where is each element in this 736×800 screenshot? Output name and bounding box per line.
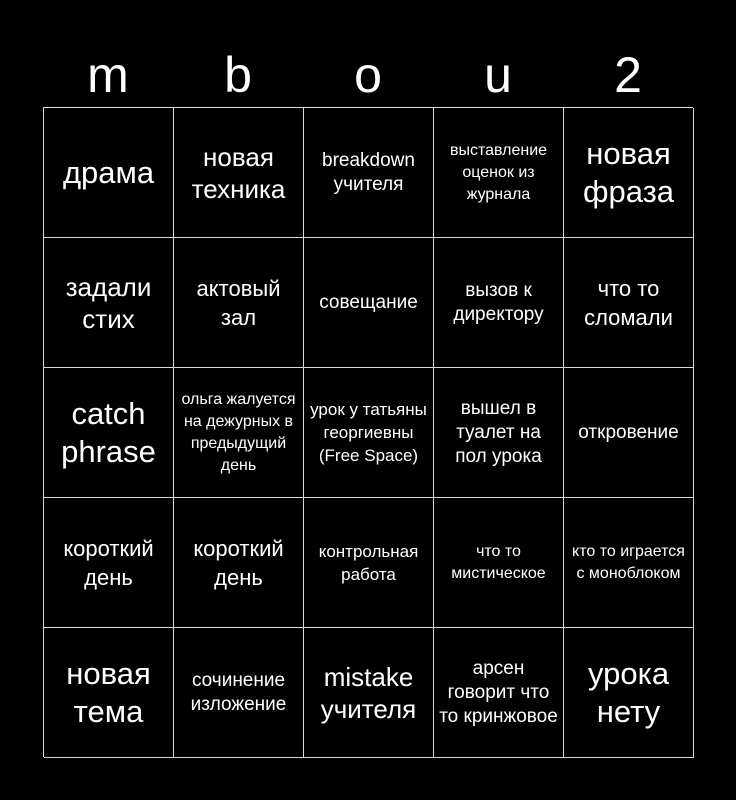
bingo-cell-r1-c4[interactable] xyxy=(434,108,564,238)
bingo-cell-r4-c4[interactable] xyxy=(434,498,564,628)
bingo-cell-r3-c2[interactable] xyxy=(174,368,304,498)
cell-text: короткий день xyxy=(193,535,284,590)
cell-text: задали стих xyxy=(65,271,152,334)
bingo-cell-r1-c5[interactable] xyxy=(564,108,694,238)
cell-text: короткий день xyxy=(63,535,154,590)
cell-text: кто то играется с моноблоком xyxy=(572,542,685,582)
bingo-cell-r4-c2[interactable] xyxy=(174,498,304,628)
header-letter-1: m xyxy=(87,47,129,103)
bingo-cell-r4-c1[interactable] xyxy=(44,498,174,628)
cell-text: новая фраза xyxy=(582,135,675,209)
cell-text: новая тема xyxy=(66,655,151,729)
cell-text: что то сломали xyxy=(584,275,673,330)
cell-text: урок у татьяны георгиевны (Free Space) xyxy=(310,400,427,465)
bingo-cell-r5-c4[interactable] xyxy=(434,628,564,758)
bingo-cell-r2-c5[interactable] xyxy=(564,238,694,368)
cell-text: драма xyxy=(62,154,155,190)
cell-text: выставление оценок из журнала xyxy=(449,141,548,203)
cell-text: совещание xyxy=(319,291,418,313)
bingo-cell-r2-c1[interactable] xyxy=(44,238,174,368)
cell-text: mistake учителя xyxy=(320,661,417,724)
bingo-cell-r5-c5[interactable] xyxy=(564,628,694,758)
bingo-cell-r4-c5[interactable] xyxy=(564,498,694,628)
bingo-cell-r3-c4[interactable] xyxy=(434,368,564,498)
cell-text: откровение xyxy=(578,421,679,443)
bingo-cell-r3-c5[interactable] xyxy=(564,368,694,498)
cell-text: актовый зал xyxy=(196,275,281,330)
bingo-cell-r2-c2[interactable] xyxy=(174,238,304,368)
bingo-cell-r4-c3[interactable] xyxy=(304,498,434,628)
cell-text: новая техника xyxy=(191,141,286,204)
header-letter-5: 2 xyxy=(614,47,642,103)
bingo-cell-r1-c2[interactable] xyxy=(174,108,304,238)
bingo-cell-r1-c1[interactable] xyxy=(44,108,174,238)
cell-text: контрольная работа xyxy=(318,541,419,584)
cell-text: урока нету xyxy=(587,655,670,729)
bingo-cell-r2-c4[interactable] xyxy=(434,238,564,368)
cell-text: catch phrase xyxy=(61,395,156,469)
bingo-cell-r5-c1[interactable] xyxy=(44,628,174,758)
cell-text: арсен говорит что то кринжовое xyxy=(439,657,558,727)
bingo-grid xyxy=(43,107,693,757)
header-letter-4: u xyxy=(484,47,512,103)
cell-text: сочинение изложение xyxy=(190,669,287,715)
cell-text: вышел в туалет на пол урока xyxy=(455,397,542,467)
bingo-cell-r3-c3[interactable] xyxy=(304,368,434,498)
bingo-cell-r5-c2[interactable] xyxy=(174,628,304,758)
header-letter-3: o xyxy=(354,47,382,103)
bingo-cell-r5-c3[interactable] xyxy=(304,628,434,758)
bingo-cell-r3-c1[interactable] xyxy=(44,368,174,498)
cell-text: что то мистическое xyxy=(451,542,546,582)
cell-text: ольга жалуется на дежурных в предыдущий день xyxy=(181,390,296,474)
bingo-cell-r2-c3[interactable] xyxy=(304,238,434,368)
bingo-header xyxy=(43,44,693,106)
header-letter-2: b xyxy=(224,47,252,103)
cell-text: breakdown учителя xyxy=(322,149,415,195)
cell-text: вызов к директору xyxy=(453,279,544,325)
bingo-cell-r1-c3[interactable] xyxy=(304,108,434,238)
